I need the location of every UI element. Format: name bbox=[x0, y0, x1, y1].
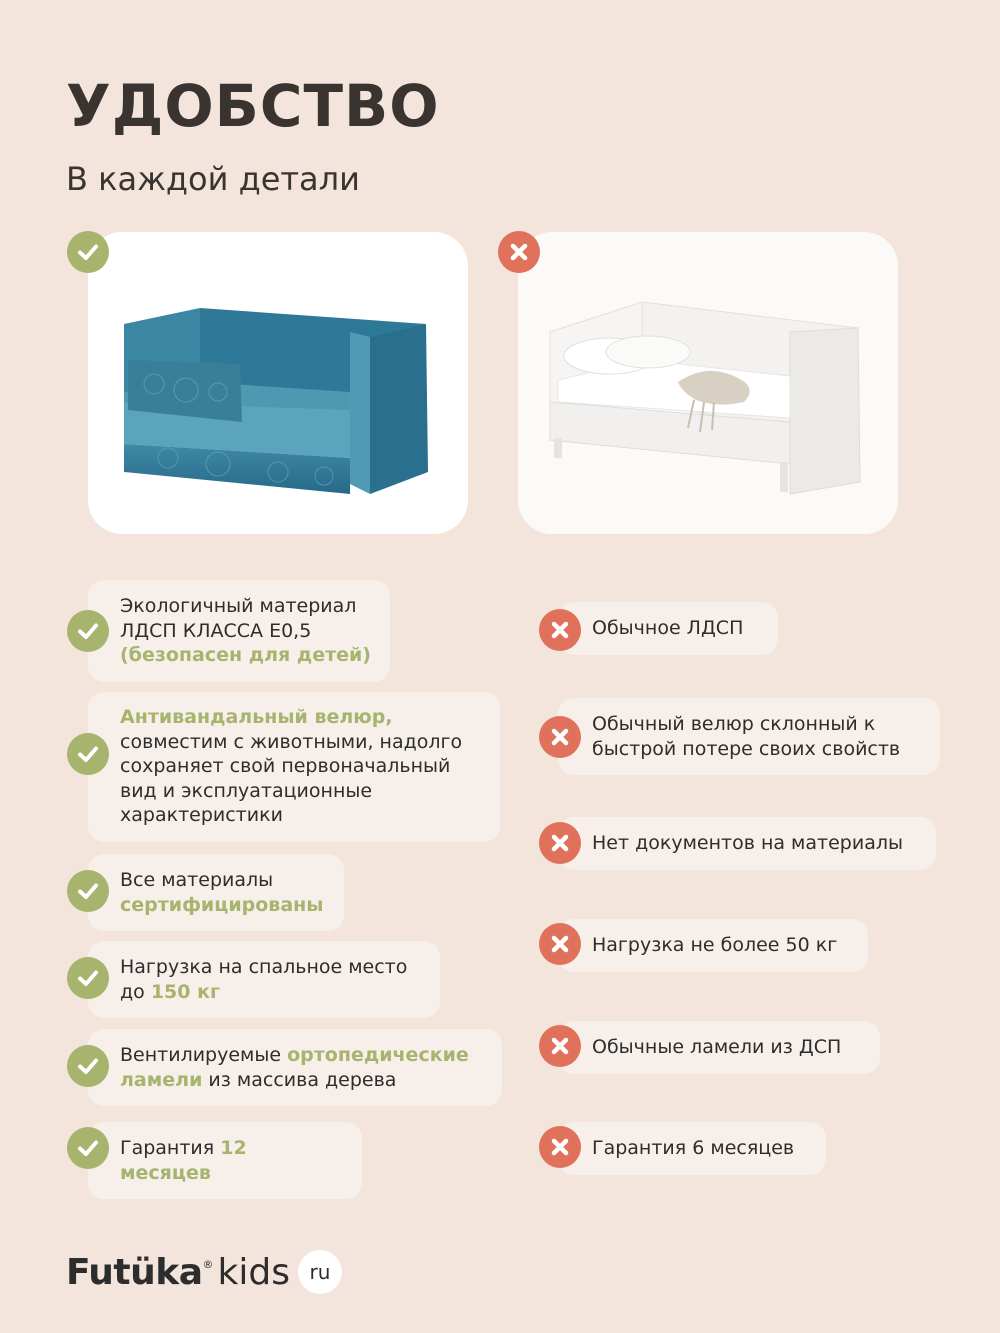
plain-text: из массива дерева bbox=[202, 1068, 397, 1091]
advantage-card-2 bbox=[88, 692, 500, 842]
advantage-text-3 bbox=[120, 869, 323, 916]
checkmark-icon bbox=[67, 733, 109, 775]
drawback-card-2 bbox=[558, 698, 940, 775]
logo-domain-badge: ru bbox=[298, 1250, 342, 1294]
cross-icon bbox=[539, 822, 581, 864]
drawback-text-2: Обычный велюр склонный к быстрой потере своих свойств bbox=[592, 713, 901, 760]
drawback-text-5: Обычные ламели из ДСП bbox=[592, 1036, 842, 1058]
highlight-text: ортопедические ламели bbox=[120, 1044, 469, 1091]
cross-icon bbox=[539, 609, 581, 651]
advantage-text-5 bbox=[120, 1044, 469, 1091]
checkmark-icon bbox=[67, 231, 109, 273]
drawback-card-5 bbox=[558, 1021, 880, 1074]
checkmark-icon bbox=[67, 870, 109, 912]
drawback-text-1: Обычное ЛДСП bbox=[592, 617, 744, 639]
drawback-text-3: Нет документов на материалы bbox=[592, 832, 903, 854]
checkmark-icon bbox=[67, 1127, 109, 1169]
highlight-text: (безопасен для детей) bbox=[120, 644, 371, 666]
advantage-card-1 bbox=[88, 580, 390, 682]
advantage-card-3 bbox=[88, 854, 344, 931]
cross-icon bbox=[539, 923, 581, 965]
advantage-card-6 bbox=[88, 1122, 362, 1199]
advantage-text-1 bbox=[120, 595, 371, 666]
product-photo-bad bbox=[518, 232, 898, 534]
page-subtitle: В каждой детали bbox=[66, 160, 360, 198]
highlight-text: 12 месяцев bbox=[120, 1137, 247, 1184]
plain-text: Вентилируемые bbox=[120, 1044, 288, 1066]
drawback-card-6 bbox=[558, 1122, 826, 1175]
brand-logo[interactable] bbox=[66, 1250, 342, 1294]
cross-icon bbox=[498, 231, 540, 273]
cross-icon bbox=[539, 1025, 581, 1067]
checkmark-icon bbox=[67, 1045, 109, 1087]
highlight-text: сертифицированы bbox=[120, 893, 324, 916]
plain-text: Все материалы bbox=[120, 869, 274, 891]
drawback-text-4: Нагрузка не более 50 кг bbox=[592, 934, 838, 956]
advantage-card-5 bbox=[88, 1029, 502, 1106]
white-bed-illustration bbox=[518, 232, 898, 534]
highlight-text: 150 кг bbox=[150, 980, 220, 1003]
drawback-card-3 bbox=[558, 817, 936, 870]
cross-icon bbox=[539, 1126, 581, 1168]
page-title: УДОБСТВО bbox=[66, 72, 440, 140]
product-photo-good bbox=[88, 232, 468, 534]
advantage-text-4 bbox=[120, 956, 407, 1003]
blue-sofa-bed-illustration bbox=[88, 232, 468, 534]
cross-icon bbox=[539, 716, 581, 758]
plain-text: Нагрузка на спальное место до bbox=[120, 956, 408, 1003]
advantage-text-6 bbox=[120, 1137, 247, 1184]
drawback-card-4 bbox=[558, 919, 868, 972]
advantage-card-4 bbox=[88, 941, 440, 1018]
drawback-card-1 bbox=[558, 602, 778, 655]
advantage-text-2 bbox=[120, 706, 462, 826]
drawback-text-6: Гарантия 6 месяцев bbox=[592, 1137, 795, 1159]
logo-registered-mark: ® bbox=[202, 1257, 214, 1271]
plain-text: совместим с животными, надолго сохраняет свой первоначальный вид и эксплуатационные характеристики bbox=[120, 730, 463, 826]
logo-brand: Futüka bbox=[66, 1251, 203, 1293]
plain-text: Гарантия bbox=[120, 1137, 221, 1159]
logo-kids: kids bbox=[217, 1251, 290, 1293]
plain-text: Экологичный материал ЛДСП КЛАССА Е0,5 bbox=[120, 595, 357, 642]
highlight-text: Антивандальный велюр, bbox=[120, 706, 393, 728]
checkmark-icon bbox=[67, 957, 109, 999]
checkmark-icon bbox=[67, 610, 109, 652]
